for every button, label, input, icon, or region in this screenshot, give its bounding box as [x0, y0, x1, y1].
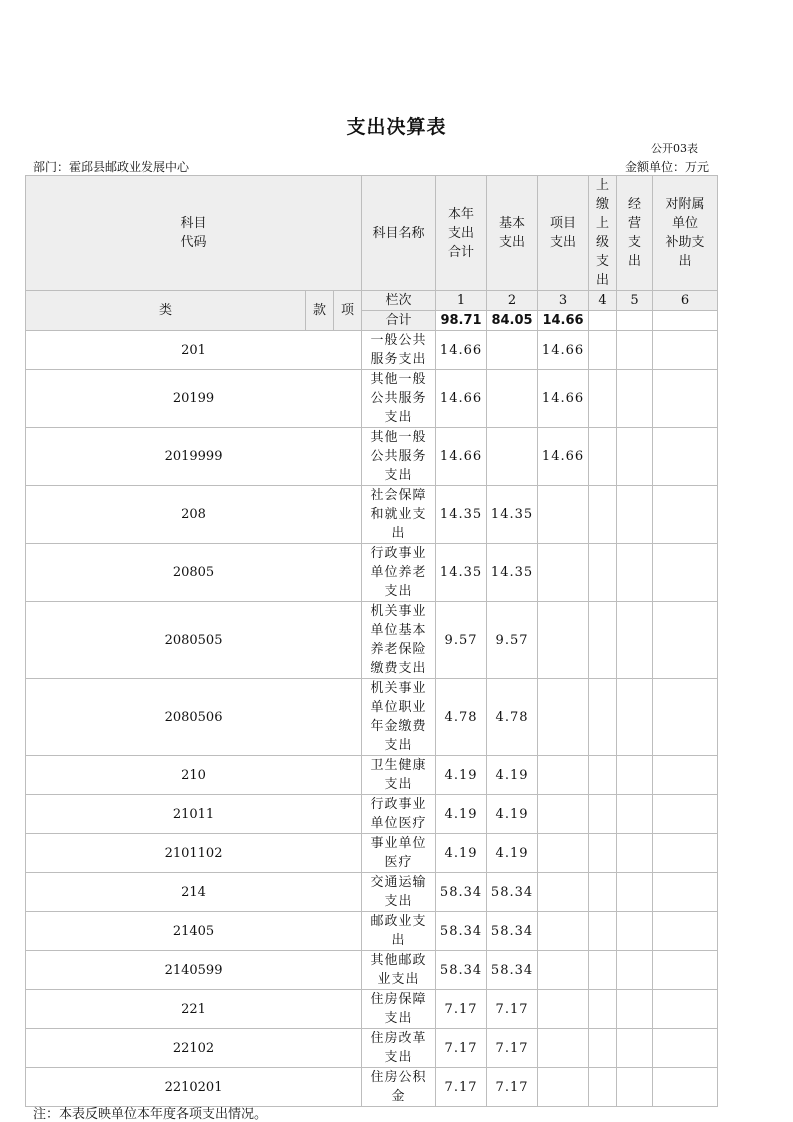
- basic-expenditure-cell: 58.34: [487, 912, 538, 951]
- business-expenditure-cell: [617, 834, 653, 873]
- subsidy-cell: [653, 1068, 718, 1107]
- table-row: [26, 331, 718, 370]
- total-expenditure-cell: 4.19: [436, 834, 487, 873]
- subject-name-text: 机关事业 单位职业 年金缴费 支出: [370, 681, 427, 753]
- basic-expenditure-cell: 7.17: [487, 1029, 538, 1068]
- upper-remit-cell: [589, 834, 617, 873]
- subsidy-cell: [653, 486, 718, 544]
- business-expenditure-header: [617, 176, 653, 291]
- page-title: 支出决算表: [346, 116, 447, 138]
- business-expenditure-cell: [617, 912, 653, 951]
- project-expenditure-cell: [538, 679, 589, 756]
- subject-name-text: 其他一般 公共服务 支出: [370, 430, 427, 483]
- upper-remit-header: [589, 176, 617, 291]
- table-row: [26, 951, 718, 990]
- upper-remit-cell: [589, 756, 617, 795]
- total-expenditure-cell: 9.57: [436, 602, 487, 679]
- subject-name-cell: [362, 834, 436, 873]
- basic-expenditure-cell: 58.34: [487, 951, 538, 990]
- project-expenditure-cell: [538, 1068, 589, 1107]
- basic-expenditure-cell: 7.17: [487, 990, 538, 1029]
- subsidy-cell: [653, 990, 718, 1029]
- subject-name-text: 行政事业 单位养老 支出: [370, 546, 427, 599]
- basic-expenditure-cell: [487, 428, 538, 486]
- subject-name-text: 交通运输 支出: [370, 875, 427, 909]
- project-expenditure-cell: [538, 1029, 589, 1068]
- subject-name-text: 住房保障 支出: [370, 992, 427, 1026]
- subject-name-text: 行政事业 单位医疗: [370, 797, 427, 831]
- subject-code-cell: 221: [26, 990, 362, 1029]
- table-row: [26, 428, 718, 486]
- subject-code-cell: 208: [26, 486, 362, 544]
- subject-name-text: 卫生健康 支出: [370, 758, 427, 792]
- total-expenditure-cell: 7.17: [436, 990, 487, 1029]
- business-expenditure-cell: [617, 1029, 653, 1068]
- subject-name-text: 邮政业支 出: [370, 914, 427, 948]
- total-expenditure-cell: 4.19: [436, 795, 487, 834]
- table-row: [26, 1068, 718, 1107]
- subject-code-cell: 2080506: [26, 679, 362, 756]
- basic-expenditure-cell: 4.19: [487, 795, 538, 834]
- basic-expenditure-cell: 14.35: [487, 544, 538, 602]
- upper-remit-cell: [589, 679, 617, 756]
- upper-remit-cell: [589, 428, 617, 486]
- column-index-5: 5: [617, 291, 653, 311]
- upper-remit-cell: [589, 795, 617, 834]
- subsidy-cell: [653, 544, 718, 602]
- column-index-1: 1: [436, 291, 487, 311]
- upper-remit-cell: [589, 1068, 617, 1107]
- project-expenditure-cell: [538, 756, 589, 795]
- subject-code-cell: 21405: [26, 912, 362, 951]
- table-row: [26, 912, 718, 951]
- subject-name-text: 住房改革 支出: [370, 1031, 427, 1065]
- total-expenditure-cell: 58.34: [436, 912, 487, 951]
- table-row: [26, 679, 718, 756]
- subject-name-cell: [362, 679, 436, 756]
- subject-code-cell: 2019999: [26, 428, 362, 486]
- table-row: [26, 834, 718, 873]
- subsidy-cell: [653, 834, 718, 873]
- subject-code-cell: 2101102: [26, 834, 362, 873]
- business-expenditure-cell: [617, 602, 653, 679]
- subject-name-cell: [362, 486, 436, 544]
- subject-code-cell: 20199: [26, 370, 362, 428]
- project-expenditure-cell: [538, 873, 589, 912]
- project-expenditure-cell: [538, 912, 589, 951]
- basic-expenditure-cell: 4.19: [487, 834, 538, 873]
- subsidy-header: [653, 176, 718, 291]
- subsidy-cell: [653, 679, 718, 756]
- project-expenditure-cell: [538, 486, 589, 544]
- total-row-project: 14.66: [538, 311, 589, 331]
- project-expenditure-cell: [538, 544, 589, 602]
- total-row-business: [617, 311, 653, 331]
- subject-code-header-text: 科目 代码: [180, 216, 207, 250]
- subject-name-cell: [362, 544, 436, 602]
- subject-name-cell: [362, 602, 436, 679]
- basic-expenditure-header: [487, 176, 538, 291]
- column-index-6: 6: [653, 291, 718, 311]
- business-expenditure-cell: [617, 544, 653, 602]
- table-row: [26, 1029, 718, 1068]
- subject-name-cell: [362, 990, 436, 1029]
- subject-name-text: 社会保障 和就业支 出: [370, 488, 427, 541]
- department-label: 部门：霍邱县邮政业发展中心: [33, 160, 190, 174]
- total-row-upper: [589, 311, 617, 331]
- expenditure-table: [25, 175, 718, 1107]
- subject-name-text: 其他邮政 业支出: [370, 953, 427, 987]
- upper-remit-header-text: 上 缴 上 级 支 出: [596, 178, 610, 288]
- basic-expenditure-cell: 4.78: [487, 679, 538, 756]
- total-expenditure-cell: 14.66: [436, 428, 487, 486]
- subject-name-cell: [362, 873, 436, 912]
- subject-code-cell: 214: [26, 873, 362, 912]
- amount-unit-label: 金额单位：万元: [624, 160, 709, 174]
- subject-name-text: 住房公积 金: [370, 1070, 427, 1104]
- business-expenditure-cell: [617, 486, 653, 544]
- subsidy-cell: [653, 756, 718, 795]
- subject-name-cell: [362, 331, 436, 370]
- total-expenditure-cell: 14.35: [436, 486, 487, 544]
- subsidy-cell: [653, 1029, 718, 1068]
- basic-expenditure-cell: 14.35: [487, 486, 538, 544]
- column-index-2: 2: [487, 291, 538, 311]
- column-index-3: 3: [538, 291, 589, 311]
- column-index-row: [26, 291, 718, 311]
- upper-remit-cell: [589, 912, 617, 951]
- subsidy-cell: [653, 602, 718, 679]
- subsidy-cell: [653, 873, 718, 912]
- header-row: [26, 176, 718, 291]
- total-row-total: 98.71: [436, 311, 487, 331]
- project-expenditure-cell: [538, 795, 589, 834]
- table-row: [26, 873, 718, 912]
- business-expenditure-cell: [617, 951, 653, 990]
- business-expenditure-header-text: 经 营 支 出: [628, 197, 642, 269]
- kuan-header: 款: [306, 291, 334, 331]
- upper-remit-cell: [589, 486, 617, 544]
- business-expenditure-cell: [617, 795, 653, 834]
- basic-expenditure-header-text: 基本 支出: [499, 216, 526, 250]
- total-expenditure-cell: 7.17: [436, 1029, 487, 1068]
- subject-name-cell: [362, 795, 436, 834]
- business-expenditure-cell: [617, 428, 653, 486]
- subject-name-header: 科目名称: [362, 176, 436, 291]
- basic-expenditure-cell: 7.17: [487, 1068, 538, 1107]
- subject-code-cell: 201: [26, 331, 362, 370]
- total-expenditure-cell: 4.78: [436, 679, 487, 756]
- basic-expenditure-cell: 9.57: [487, 602, 538, 679]
- subsidy-cell: [653, 951, 718, 990]
- business-expenditure-cell: [617, 756, 653, 795]
- subsidy-cell: [653, 428, 718, 486]
- xiang-header: 项: [334, 291, 362, 331]
- project-expenditure-header: [538, 176, 589, 291]
- subsidy-cell: [653, 331, 718, 370]
- upper-remit-cell: [589, 951, 617, 990]
- upper-remit-cell: [589, 544, 617, 602]
- subject-name-cell: [362, 912, 436, 951]
- total-expenditure-cell: 14.66: [436, 370, 487, 428]
- project-expenditure-cell: [538, 990, 589, 1029]
- basic-expenditure-cell: [487, 331, 538, 370]
- subject-code-cell: 210: [26, 756, 362, 795]
- subject-code-cell: 21011: [26, 795, 362, 834]
- subject-name-text: 机关事业 单位基本 养老保险 缴费支出: [370, 604, 427, 676]
- table-row: [26, 602, 718, 679]
- business-expenditure-cell: [617, 331, 653, 370]
- upper-remit-cell: [589, 873, 617, 912]
- upper-remit-cell: [589, 1029, 617, 1068]
- project-expenditure-cell: [538, 602, 589, 679]
- total-expenditure-cell: 4.19: [436, 756, 487, 795]
- upper-remit-cell: [589, 990, 617, 1029]
- total-expenditure-header-text: 本年 支出 合计: [448, 206, 475, 260]
- subject-name-cell: [362, 951, 436, 990]
- business-expenditure-cell: [617, 679, 653, 756]
- lanci-label: 栏次: [362, 291, 436, 311]
- total-expenditure-header: [436, 176, 487, 291]
- subsidy-cell: [653, 795, 718, 834]
- subject-code-cell: 2080505: [26, 602, 362, 679]
- table-note: 注：本表反映单位本年度各项支出情况。: [33, 1107, 268, 1122]
- subject-name-text: 一般公共 服务支出: [370, 333, 427, 367]
- lei-header: 类: [26, 291, 306, 331]
- total-expenditure-cell: 14.35: [436, 544, 487, 602]
- upper-remit-cell: [589, 331, 617, 370]
- subject-code-cell: 22102: [26, 1029, 362, 1068]
- business-expenditure-cell: [617, 990, 653, 1029]
- form-number: 公开03表: [651, 142, 698, 155]
- subsidy-header-text: 对附属 单位 补助支 出: [665, 197, 705, 269]
- business-expenditure-cell: [617, 873, 653, 912]
- upper-remit-cell: [589, 370, 617, 428]
- subject-code-cell: 2140599: [26, 951, 362, 990]
- project-expenditure-header-text: 项目 支出: [550, 216, 577, 250]
- upper-remit-cell: [589, 602, 617, 679]
- subject-name-cell: [362, 370, 436, 428]
- project-expenditure-cell: 14.66: [538, 428, 589, 486]
- subsidy-cell: [653, 912, 718, 951]
- subject-code-header: [26, 176, 362, 291]
- basic-expenditure-cell: 4.19: [487, 756, 538, 795]
- column-index-4: 4: [589, 291, 617, 311]
- total-row-subsidy: [653, 311, 718, 331]
- subject-name-cell: [362, 1029, 436, 1068]
- subject-name-text: 事业单位 医疗: [370, 836, 427, 870]
- basic-expenditure-cell: 58.34: [487, 873, 538, 912]
- total-row-basic: 84.05: [487, 311, 538, 331]
- subject-code-cell: 2210201: [26, 1068, 362, 1107]
- subsidy-cell: [653, 370, 718, 428]
- business-expenditure-cell: [617, 1068, 653, 1107]
- table-row: [26, 795, 718, 834]
- basic-expenditure-cell: [487, 370, 538, 428]
- total-expenditure-cell: 58.34: [436, 873, 487, 912]
- table-row: [26, 544, 718, 602]
- table-row: [26, 756, 718, 795]
- project-expenditure-cell: 14.66: [538, 370, 589, 428]
- table-row: [26, 990, 718, 1029]
- table-row: [26, 486, 718, 544]
- business-expenditure-cell: [617, 370, 653, 428]
- subject-name-text: 其他一般 公共服务 支出: [370, 372, 427, 425]
- total-expenditure-cell: 14.66: [436, 331, 487, 370]
- project-expenditure-cell: 14.66: [538, 331, 589, 370]
- subject-code-cell: 20805: [26, 544, 362, 602]
- total-expenditure-cell: 7.17: [436, 1068, 487, 1107]
- project-expenditure-cell: [538, 834, 589, 873]
- subject-name-cell: [362, 756, 436, 795]
- total-expenditure-cell: 58.34: [436, 951, 487, 990]
- subject-name-cell: [362, 1068, 436, 1107]
- project-expenditure-cell: [538, 951, 589, 990]
- table-row: [26, 370, 718, 428]
- subject-name-cell: [362, 428, 436, 486]
- total-label: 合计: [362, 311, 436, 331]
